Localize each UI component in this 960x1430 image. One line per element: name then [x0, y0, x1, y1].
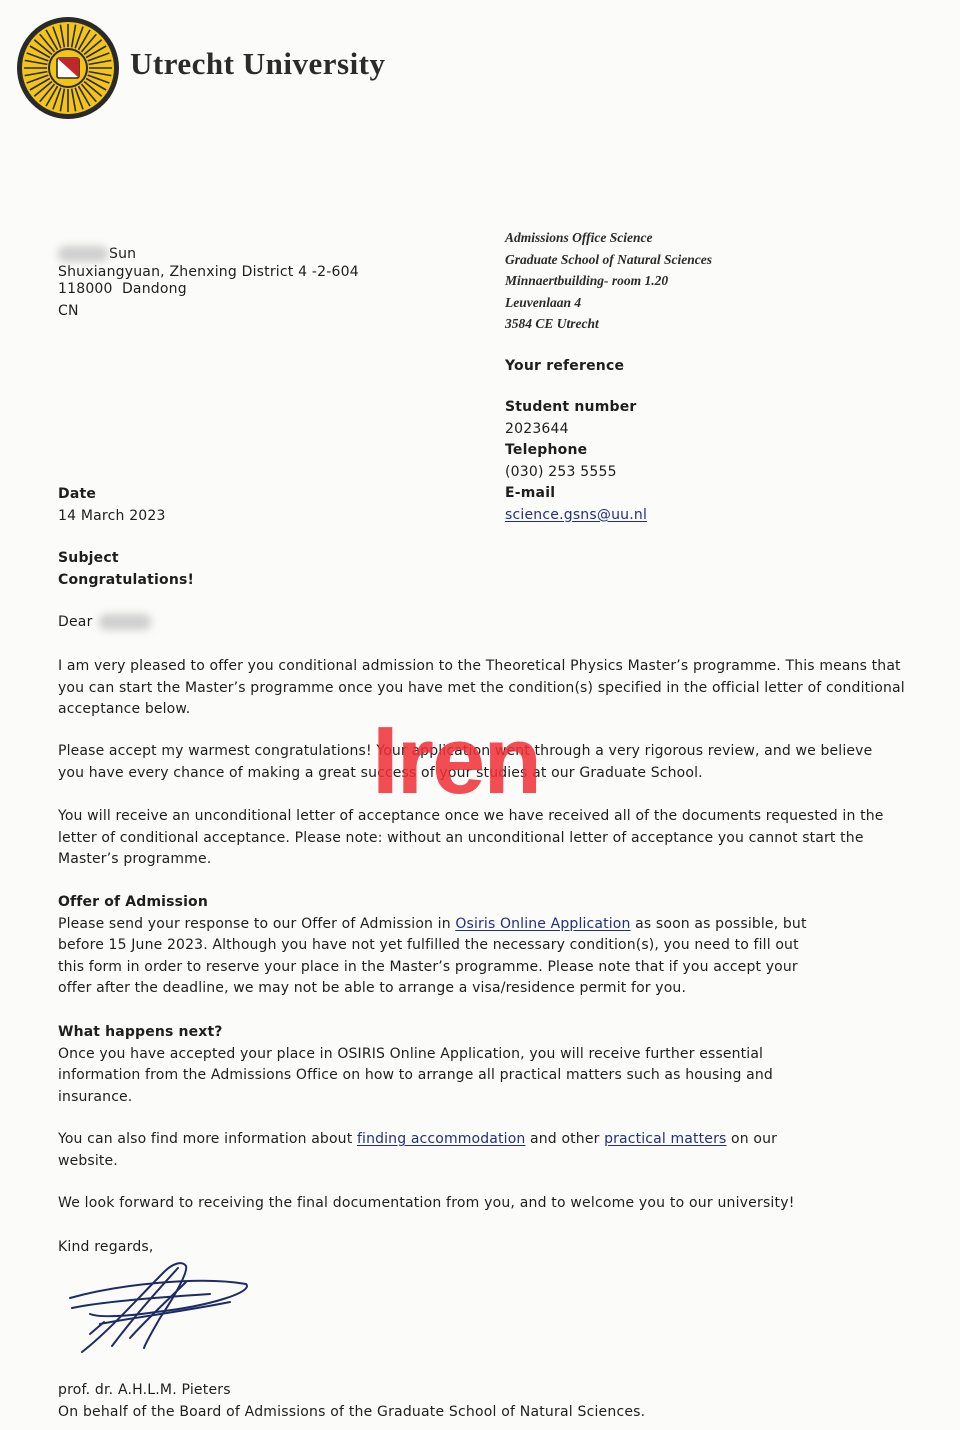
- recipient-name: Sun: [109, 246, 137, 262]
- info-text: You can also find more information about: [58, 1131, 357, 1147]
- closing-salutation: Kind regards,: [58, 1239, 154, 1255]
- practical-matters-link[interactable]: practical matters: [604, 1131, 727, 1147]
- signatory-title: On behalf of the Board of Admissions of the Graduate School of Natural Sciences.: [58, 1403, 646, 1420]
- paragraph-line: acceptance below.: [58, 701, 191, 718]
- paragraph-line: website.: [58, 1152, 118, 1169]
- osiris-online-application-link[interactable]: Osiris Online Application: [455, 915, 631, 932]
- your-reference-label: Your reference: [505, 358, 625, 374]
- paragraph-line: offer after the deadline, we may not be able to arrange a visa/residence permit for you.: [58, 980, 687, 997]
- paragraph-more-information: [58, 1129, 777, 1172]
- paragraph-line: insurance.: [58, 1088, 133, 1105]
- recipient-street: Shuxiangyuan, Zhenxing District 4 -2-604: [58, 263, 359, 280]
- recipient-country: CN: [58, 302, 79, 319]
- watermark-text: Iren: [372, 707, 541, 814]
- paragraph-line: before 15 June 2023. Although you have not yet fulfilled the necessary condition(s), you need to fill out: [58, 937, 799, 954]
- sender-address: [505, 227, 712, 335]
- offer-text: as soon as possible, but: [630, 915, 807, 932]
- student-number-label: Student number: [505, 399, 637, 415]
- telephone-number: (030) 253 5555: [505, 463, 617, 480]
- subject-value: Congratulations!: [58, 571, 195, 588]
- paragraph-line: you can start the Master’s programme once you have met the condition(s) specified in the official letter of conditional: [58, 679, 905, 696]
- section-offer-of-admission: [58, 892, 807, 1000]
- recipient-postal-city: 118000 Dandong: [58, 281, 187, 297]
- recipient-address: [58, 244, 359, 322]
- paragraph-line: Please accept my warmest congratulations! Your application went through a very rigorous review, and we believe: [58, 743, 873, 759]
- subject-label: Subject: [58, 550, 119, 566]
- sender-line-5: 3584 CE Utrecht: [505, 316, 599, 331]
- offer-line-1: [58, 914, 807, 936]
- subject-block: [58, 548, 194, 591]
- date-value: 14 March 2023: [58, 507, 166, 524]
- paragraph-line: you have every chance of making a great success of your studies at our Graduate School.: [58, 764, 703, 781]
- sun-seal-icon: [16, 16, 120, 120]
- handwritten-signature: [60, 1258, 260, 1358]
- sender-line-1: Admissions Office Science: [505, 230, 653, 245]
- paragraph-line: information from the Admissions Office on how to arrange all practical matters such as housing and: [58, 1067, 773, 1084]
- date-label: Date: [58, 486, 97, 502]
- sender-line-2: Graduate School of Natural Sciences: [505, 251, 713, 267]
- info-text: on our: [726, 1131, 778, 1147]
- sender-line-3: Minnaertbuilding- room 1.20: [505, 273, 669, 288]
- paragraph-line: Master’s programme.: [58, 851, 212, 868]
- next-heading: What happens next?: [58, 1024, 223, 1040]
- university-name: Utrecht University: [130, 46, 386, 81]
- paragraph-closing: We look forward to receiving the final documentation from you, and to welcome you to our university!: [58, 1195, 795, 1211]
- paragraph-line: I am very pleased to offer you conditional admission to the Theoretical Physics Master’s programme. This means that: [58, 658, 901, 674]
- redacted-recipient-name: [99, 614, 151, 630]
- finding-accommodation-link[interactable]: finding accommodation: [356, 1131, 526, 1147]
- email-label: E-mail: [505, 485, 556, 501]
- signatory-block: [58, 1380, 645, 1423]
- info-line-1: [58, 1129, 777, 1151]
- paragraph-line: letter of conditional acceptance. Please note: without an unconditional letter of acceptance you cannot start the: [58, 829, 864, 846]
- section-what-happens-next: [58, 1022, 773, 1108]
- redacted-first-name: [58, 246, 108, 262]
- paragraph-line: this form in order to reserve your place in the Master’s programme. Please note that if you accept your: [58, 958, 798, 975]
- student-number: 2023644: [505, 420, 569, 437]
- salutation: [58, 612, 151, 634]
- telephone-label: Telephone: [505, 442, 588, 458]
- signatory-name: prof. dr. A.H.L.M. Pieters: [58, 1382, 231, 1398]
- sender-line-4: Leuvenlaan 4: [505, 294, 582, 310]
- reference-block: [505, 397, 647, 526]
- university-logo: [16, 16, 120, 120]
- paragraph-line: Once you have accepted your place in OSIRIS Online Application, you will receive further essential: [58, 1045, 764, 1062]
- salutation-text: Dear: [58, 614, 93, 630]
- info-text: and other: [525, 1131, 605, 1147]
- offer-text: Please send your response to our Offer of Admission in: [58, 915, 456, 932]
- offer-heading: Offer of Admission: [58, 894, 208, 910]
- email-link[interactable]: science.gsns@uu.nl: [505, 506, 648, 523]
- paragraph-line: You will receive an unconditional letter of acceptance once we have received all of the documents requested in the: [58, 808, 884, 824]
- date-block: [58, 484, 166, 527]
